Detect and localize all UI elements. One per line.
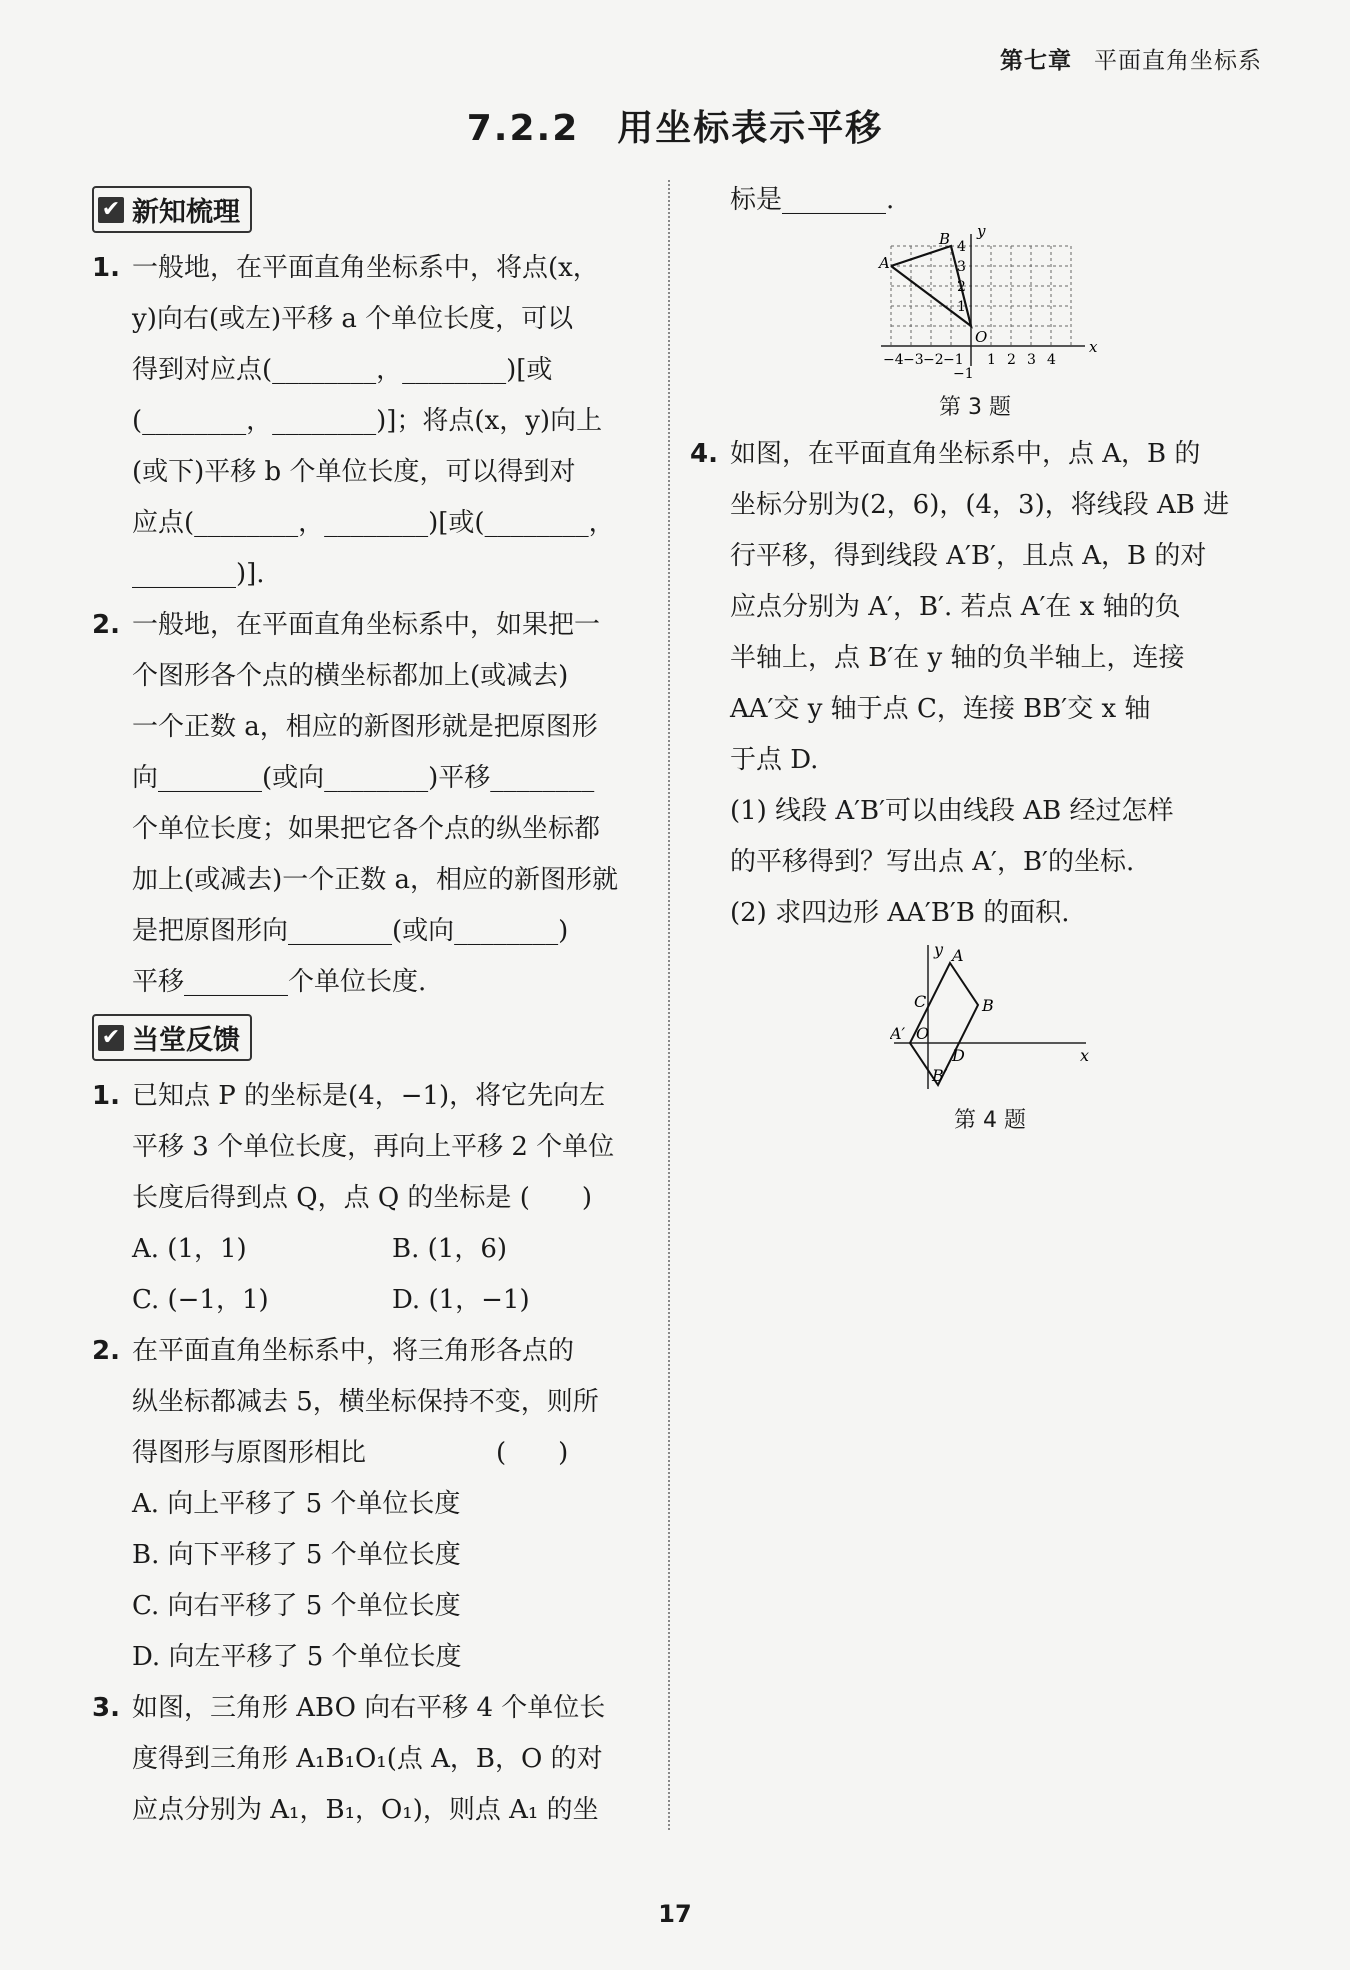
option-b[interactable]: B. (1，6) [392, 1234, 508, 1264]
option-d[interactable]: D. (1，−1) [392, 1285, 530, 1315]
text-line: 于点 D. [730, 745, 819, 775]
feedback-question-3 [92, 1683, 652, 1836]
x-tick-label: 1 [987, 352, 996, 368]
x-tick-label: 2 [1007, 352, 1016, 368]
text-line: 个图形各个点的横坐标都加上(或减去) [132, 661, 569, 691]
sub-question-1: (1) 线段 A′B′可以由线段 AB 经过怎样 [730, 796, 1174, 826]
text-line: 得图形与原图形相比 ( ) [132, 1438, 569, 1468]
lesson-title: 7.2.2 用坐标表示平移 [466, 108, 884, 149]
text-line: y)向右(或左)平移 a 个单位长度，可以 [132, 304, 574, 334]
text-line: 一般地，在平面直角坐标系中，如果把一 [132, 610, 601, 640]
text-line: 应点(________，________)[或(________， [132, 508, 615, 538]
feedback-question-2 [92, 1326, 652, 1479]
y-axis-label: y [977, 226, 986, 240]
question-number: 1. [92, 1081, 120, 1111]
x-tick-label: −2 [923, 352, 944, 368]
feedback-question-3-continued [690, 175, 1260, 226]
knowledge-question-1 [92, 243, 652, 600]
question-number: 1. [92, 253, 120, 283]
knowledge-question-2 [92, 600, 652, 1008]
chapter-title: 平面直角坐标系 [1094, 48, 1262, 74]
text-line: 在平面直角坐标系中，将三角形各点的 [132, 1336, 575, 1366]
text-line: 如图，三角形 ABO 向右平移 4 个单位长 [132, 1693, 606, 1723]
x-tick-label: −3 [903, 352, 924, 368]
text-line: 得到对应点(________，________)[或 [132, 355, 553, 385]
feedback-question-4 [690, 429, 1260, 939]
left-column [92, 180, 652, 1836]
y-tick-label: 3 [957, 259, 966, 275]
x-tick-label: −4 [883, 352, 904, 368]
y-axis-label: y [934, 940, 944, 959]
text-line: 个单位长度；如果把它各个点的纵坐标都 [132, 814, 601, 844]
chapter-header [1000, 42, 1262, 75]
checkmark-icon: ✔ [98, 1025, 124, 1051]
figure-4 [890, 939, 1090, 1134]
sub-question-1-cont: 的平移得到？写出点 A′，B′的坐标. [730, 847, 1135, 877]
feedback-question-1 [92, 1071, 652, 1224]
text-line: 一个正数 a，相应的新图形就是把原图形 [132, 712, 598, 742]
text-line: 应点分别为 A′，B′. 若点 A′在 x 轴的负 [730, 592, 1181, 622]
figure-3-graph [845, 226, 1105, 386]
x-axis-label: x [1089, 338, 1098, 356]
section-feedback [92, 1014, 252, 1061]
text-line: (________，________)]；将点(x，y)向上 [132, 406, 603, 436]
point-c-label: C [914, 992, 927, 1011]
text-line: 向________(或向________)平移________ [132, 763, 595, 793]
y-tick-label: −1 [953, 366, 974, 382]
sub-question-2: (2) 求四边形 AA′B′B 的面积. [730, 898, 1070, 928]
page-number: 17 [658, 1900, 692, 1928]
question-number: 2. [92, 610, 120, 640]
y-tick-label: 1 [957, 299, 966, 315]
figure-3-caption: 第 3 题 [939, 395, 1011, 420]
text-line: AA′交 y 轴于点 C，连接 BB′交 x 轴 [730, 694, 1151, 724]
question-number: 2. [92, 1336, 120, 1366]
figure-4-graph [890, 939, 1090, 1099]
option-c[interactable]: C. 向右平移了 5 个单位长度 [132, 1591, 461, 1621]
point-o-label: O [916, 1024, 930, 1043]
x-axis-label: x [1080, 1046, 1090, 1065]
text-line: 是把原图形向________(或向________) [132, 916, 569, 946]
section-label: 当堂反馈 [132, 1025, 240, 1056]
text-line: 纵坐标都减去 5，横坐标保持不变，则所 [132, 1387, 599, 1417]
text-line: 已知点 P 的坐标是(4，−1)，将它先向左 [132, 1081, 606, 1111]
right-column [690, 175, 1260, 1134]
point-d-label: D [952, 1046, 965, 1065]
text-line: 行平移，得到线段 A′B′，且点 A，B 的对 [730, 541, 1207, 571]
x-tick-label: −1 [943, 352, 964, 368]
y-tick-label: 2 [957, 279, 966, 295]
option-b[interactable]: B. 向下平移了 5 个单位长度 [132, 1540, 461, 1570]
point-b-label: B [982, 996, 994, 1015]
text-line: 长度后得到点 Q，点 Q 的坐标是 ( ) [132, 1183, 592, 1213]
text-line: 平移 3 个单位长度，再向上平移 2 个单位 [132, 1132, 615, 1162]
point-a-prime-label: A′ [890, 1024, 906, 1043]
text-line: 标是________. [730, 185, 895, 215]
chapter-number: 第七章 [1000, 48, 1072, 74]
text-line: 加上(或减去)一个正数 a，相应的新图形就 [132, 865, 619, 895]
point-a-label: A [879, 254, 890, 272]
text-line: 如图，在平面直角坐标系中，点 A，B 的 [730, 439, 1201, 469]
y-tick-label: 4 [957, 239, 966, 255]
text-line: (或下)平移 b 个单位长度，可以得到对 [132, 457, 576, 487]
text-line: 平移________个单位长度. [132, 967, 427, 997]
section-label: 新知梳理 [132, 197, 240, 228]
text-line: 半轴上，点 B′在 y 轴的负半轴上，连接 [730, 643, 1185, 673]
question-number: 3. [92, 1693, 120, 1723]
feedback-question-1-options [92, 1224, 652, 1326]
option-a[interactable]: A. (1，1) [132, 1234, 247, 1264]
section-new-knowledge [92, 186, 252, 233]
option-c[interactable]: C. (−1，1) [132, 1285, 269, 1315]
text-line: 坐标分别为(2，6)，(4，3)，将线段 AB 进 [730, 490, 1230, 520]
option-a[interactable]: A. 向上平移了 5 个单位长度 [132, 1489, 461, 1519]
figure-4-caption: 第 4 题 [954, 1108, 1026, 1133]
question-number: 4. [690, 439, 718, 469]
text-line: 一般地，在平面直角坐标系中，将点(x， [132, 253, 599, 283]
x-tick-label: 3 [1027, 352, 1036, 368]
x-tick-label: 4 [1047, 352, 1056, 368]
point-o-label: O [975, 328, 988, 346]
text-line: 度得到三角形 A₁B₁O₁(点 A，B，O 的对 [132, 1744, 603, 1774]
figure-3 [690, 226, 1260, 421]
text-line: ________)]. [132, 559, 265, 589]
checkmark-icon: ✔ [98, 197, 124, 223]
text-line: 应点分别为 A₁，B₁，O₁)，则点 A₁ 的坐 [132, 1795, 599, 1825]
point-b-label: B [939, 230, 951, 248]
option-d[interactable]: D. 向左平移了 5 个单位长度 [132, 1642, 462, 1672]
point-a-label: A [952, 946, 964, 965]
point-b-prime-label: B′ [932, 1066, 948, 1085]
column-divider [668, 180, 670, 1830]
